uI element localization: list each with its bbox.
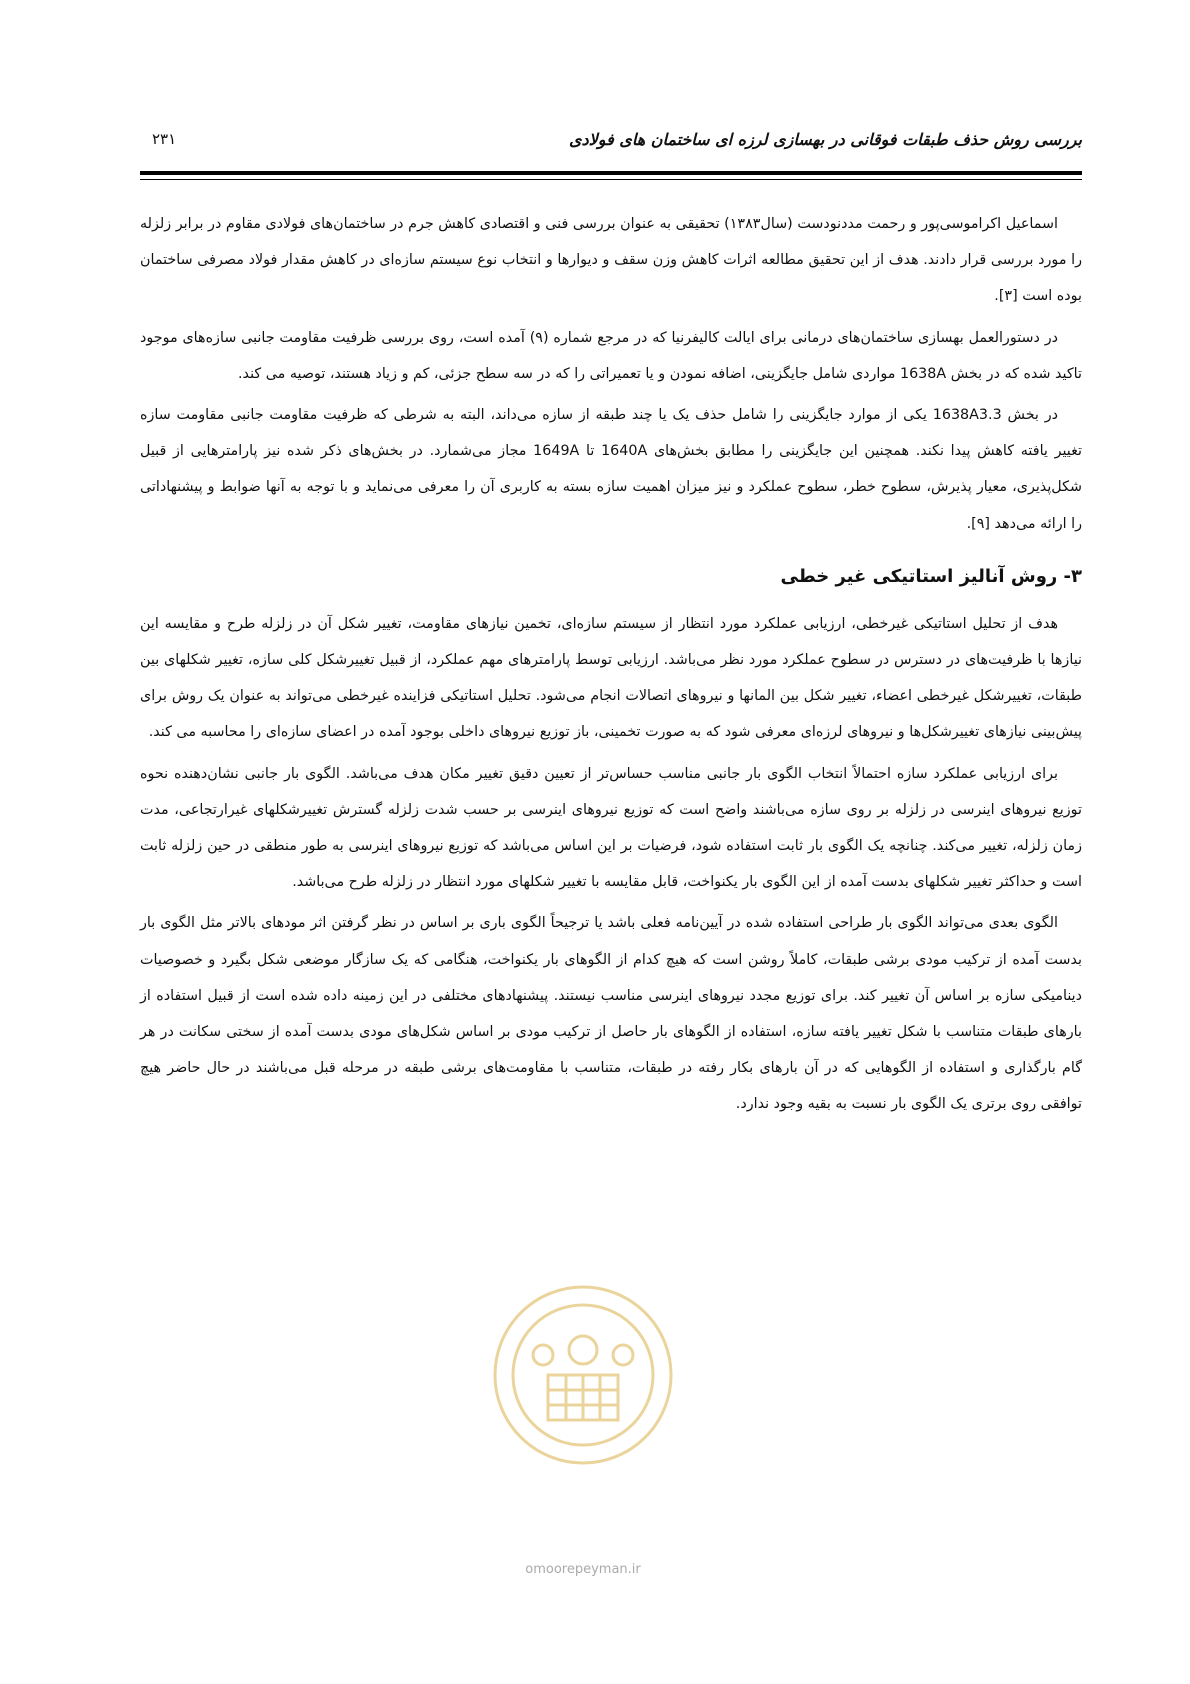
watermark-url: omoorepeyman.ir	[525, 1562, 641, 1577]
body-content	[140, 206, 1082, 1128]
running-title: بررسی روش حذف طبقات فوقانی در بهسازی لرزه ای ساختمان های فولادی	[569, 130, 1082, 149]
paragraph-4: هدف از تحلیل استاتیکی غیرخطی، ارزیابی عملکرد مورد انتظار از سیستم سازه‌ای، تخمین نیازهای مقاومت، تغییر شکل آن در زلزله طرح و مقایسه این نیازها با ظرفیت‌های در دسترس در سطوح عملکرد مورد نظر می‌باشد. ارزیابی توسط پارامترهای مهم عملکرد، از قبیل تغییرشکل کلی سازه، تغییر شکلهای بین طبقات، تغییرشکل غیرخطی اعضاء، تغییر شکل بین المانها و نیروهای اتصالات انجام می‌شود. تحلیل استاتیکی فزاینده غیرخطی می‌تواند به عنوان یک روش برای پیش‌بینی نیازهای تغییرشکل‌ها و نیروهای لرزه‌ای معرفی شود که به صورت تخمینی، باز توزیع نیروهای داخلی بوجود آمده در اعضای سازه‌ای را محاسبه می کند.	[140, 615, 1082, 741]
watermark-seal-icon	[488, 1280, 678, 1470]
page-number: ۲۳۱	[152, 130, 177, 148]
paragraph-3: در بخش 1638A3.3 یکی از موارد جایگزینی را شامل حذف یک یا چند طبقه از سازه می‌داند، البته به شرطی که ظرفیت مقاومت جانبی مقاومت سازه تغییر یافته کاهش پیدا نکند. همچنین این جایگزینی را مطابق بخش‌های 1640A تا 1649A مجاز می‌شمارد. در بخش‌های ذکر شده نیز پارامترهایی از قبیل شکل‌پذیری، معیار پذیرش، سطوح خطر، سطوح عملکرد و نیز میزان اهمیت سازه بسته به کاربری آن را معرفی می‌نماید و با توجه به آنها ضوابط و پیشنهاداتی را ارائه می‌دهد [۹].	[140, 407, 1082, 532]
header-rule-thin	[140, 179, 1082, 180]
paragraph-1: اسماعیل اکراموسی‌پور و رحمت مددنودست (سال۱۳۸۳) تحقیقی به عنوان بررسی فنی و اقتصادی کاهش جرم در ساختمان‌های فولادی مقاوم در برابر زلزله را مورد بررسی قرار دادند. هدف از این تحقیق مطالعه اثرات کاهش وزن سقف و دیوارها و انتخاب نوع سیستم سازه‌ای در کاهش مقدار فولاد مصرفی ساختمان بوده است [۳].	[140, 216, 1082, 305]
paragraph-6: الگوی بعدی می‌تواند الگوی بار طراحی استفاده شده در آیین‌نامه فعلی باشد یا ترجیحاً الگوی باری بر اساس در نظر گرفتن اثر مودهای بالاتر مثل الگوی بار بدست آمده از ترکیب مودی برشی طبقات، کاملاً روشن است که هیچ کدام از الگوهای بار یکنواخت، هنگامی که یک سازگار موضعی شکل بگیرد و خصوصیات دینامیکی سازه بر اساس آن تغییر کند. برای توزیع مجدد نیروهای اینرسی مناسب نیستند. پیشنهادهای مختلفی در این زمینه داده شده است از قبیل استفاده از بارهای طبقات متناسب با شکل تغییر یافته سازه، استفاده از الگوهای بار حاصل از ترکیب مودی بر اساس شکل‌های مودی بدست آمده از سختی سکانت در هر گام بارگذاری و استفاده از الگوهایی که در آن بارهای بکار رفته در طبقات، متناسب با مقاومت‌های برشی طبقه در مرحله قبل می‌باشند در حال حاضر هیچ توافقی روی برتری یک الگوی بار نسبت به بقیه وجود ندارد.	[140, 915, 1082, 1113]
page-header	[140, 126, 1082, 156]
header-rule-thick	[140, 171, 1082, 175]
section-heading: ۳- روش آنالیز استاتیکی غیر خطی	[780, 565, 1082, 587]
paragraph-2: در دستورالعمل بهسازی ساختمان‌های درمانی برای ایالت کالیفرنیا که در مرجع شماره (۹) آمده است، روی بررسی ظرفیت مقاومت جانبی سازه‌های موجود تاکید شده که در بخش 1638A مواردی شامل جایگزینی، اضافه نمودن و یا تعمیراتی را که در سه سطح جزئی، کم و زیاد هستند، توصیه می کند.	[140, 329, 1082, 382]
paragraph-5: برای ارزیابی عملکرد سازه احتمالاً انتخاب الگوی بار جانبی مناسب حساس‌تر از تعیین دقیق تغییر مکان هدف می‌باشد. الگوی بار جانبی نشان‌دهنده نحوه توزیع نیروهای اینرسی در زلزله بر روی سازه می‌باشند واضح است که توزیع نیروهای اینرسی بر حسب شدت زلزله گسترش تغییرشکلهای غیرارتجاعی، مدت زمان زلزله، تغییر می‌کند. چنانچه یک الگوی بار ثابت استفاده شود، فرضیات بر این اساس می‌باشد که توزیع نیروهای اینرسی به طور منطقی در حین زلزله ثابت است و حداکثر تغییر شکلهای بدست آمده از این الگوی بار یکنواخت، قابل مقایسه با تغییر شکلهای مورد انتظار در زلزله طرح می‌باشد.	[140, 765, 1082, 891]
